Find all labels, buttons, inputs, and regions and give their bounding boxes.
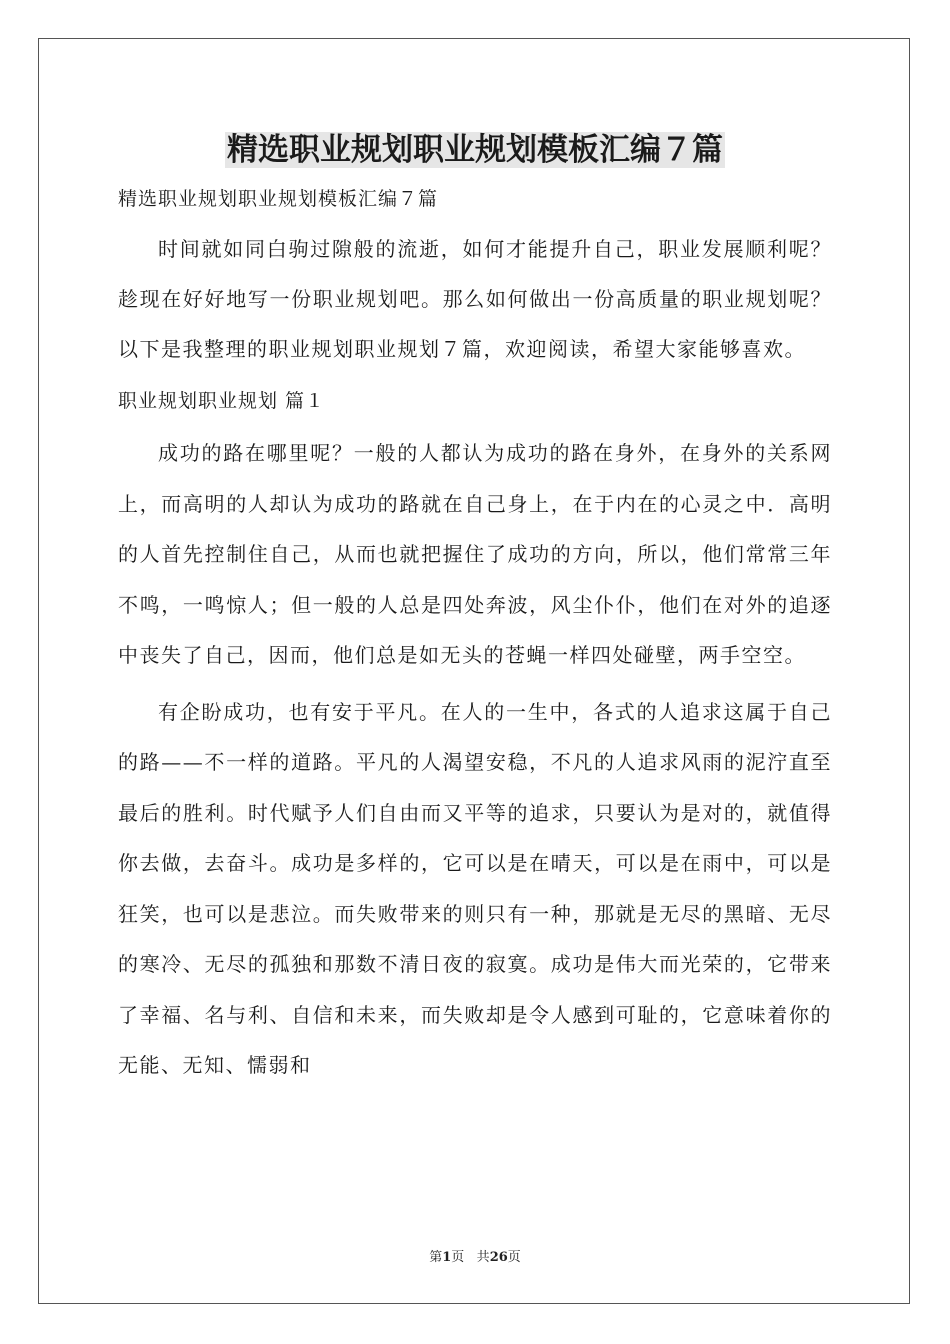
body-paragraph: 成功的路在哪里呢？一般的人都认为成功的路在身外，在身外的关系网上，而高明的人却认为成功的路就在自己身上，在于内在的心灵之中．高明的人首先控制住自己，从而也就把握住了成功的方向，所以，他们常常三年不鸣，一鸣惊人；但一般的人总是四处奔波，风尘仆仆，他们在对外的追逐中丧失了自己，因而，他们总是如无头的苍蝇一样四处碰壁，两手空空。 <box>118 441 832 667</box>
footer-total-suffix: 页 <box>507 1250 521 1265</box>
footer-page-number: 1 <box>442 1250 452 1265</box>
document-title <box>0 124 950 176</box>
footer-total-pages: 26 <box>489 1250 508 1265</box>
footer-page-prefix: 第 <box>429 1250 443 1265</box>
page-footer <box>0 1246 950 1265</box>
footer-total-prefix: 共 <box>476 1250 490 1265</box>
section-heading: 职业规划职业规划 篇１ <box>118 390 326 412</box>
body-paragraph: 有企盼成功，也有安于平凡。在人的一生中，各式的人追求这属于自己的路——不一样的道路。平凡的人渴望安稳，不凡的人追求风雨的泥泞直至最后的胜利。时代赋予人们自由而又平等的追求，只要认为是对的，就值得你去做，去奋斗。成功是多样的，它可以是在晴天，可以是在雨中，可以是狂笑，也可以是悲泣。而失败带来的则只有一种，那就是无尽的黑暗、无尽的寒冷、无尽的孤独和那数不清日夜的寂寞。成功是伟大而光荣的，它带来了幸福、名与利、自信和未来，而失败却是令人感到可耻的，它意味着你的无能、无知、懦弱和 <box>118 699 832 1077</box>
document-body <box>118 178 832 1091</box>
document-title-text: 精选职业规划职业规划模板汇编７篇 <box>227 132 723 168</box>
footer-page-suffix: 页 <box>451 1250 465 1265</box>
intro-paragraph: 时间就如同白驹过隙般的流逝，如何才能提升自己，职业发展顺利呢？趁现在好好地写一份职业规划吧。那么如何做出一份高质量的职业规划呢？以下是我整理的职业规划职业规划７篇，欢迎阅读，希望大家能够喜欢。 <box>118 237 832 361</box>
document-subtitle: 精选职业规划职业规划模板汇编７篇 <box>118 188 439 210</box>
